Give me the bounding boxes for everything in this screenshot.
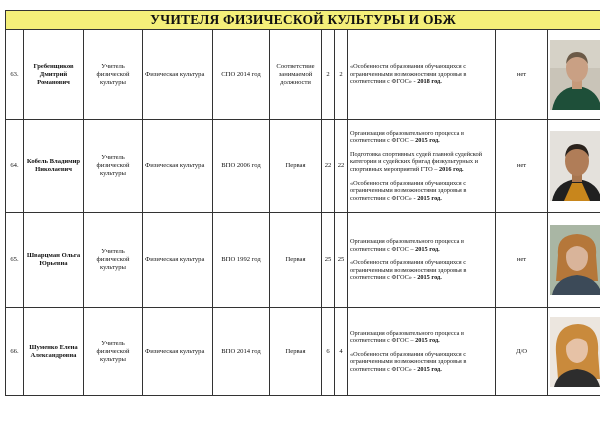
course-entry: Организация образовательного процесса в соответствии с ФГОС – 2015 год. <box>350 238 464 253</box>
table-row <box>6 30 600 120</box>
teacher-education: СПО 2014 год <box>213 30 270 120</box>
teacher-subject: Физическая культура <box>143 213 213 308</box>
total-experience: 22 <box>322 120 335 213</box>
row-number: 65. <box>6 213 24 308</box>
teacher-category: Первая <box>270 213 322 308</box>
training-courses <box>348 308 496 396</box>
training-courses <box>348 213 496 308</box>
row-number: 64. <box>6 120 24 213</box>
awards: нет <box>496 213 548 308</box>
table-row <box>6 120 600 213</box>
course-entry: Подготовка спортивных судей главной судейской категории и судейских бригад физкультурных и спортивных мероприятий ГТО – 2016 год. <box>350 150 483 173</box>
teacher-education: ВПО 2006 год <box>213 120 270 213</box>
teacher-category: Первая <box>270 120 322 213</box>
awards: нет <box>496 120 548 213</box>
teacher-position: Учитель физической культуры <box>84 213 143 308</box>
total-experience: 6 <box>322 308 335 396</box>
row-number: 66. <box>6 308 24 396</box>
teacher-photo <box>550 317 600 387</box>
teacher-name: Шварцман Ольга Юрьевна <box>24 213 84 308</box>
teacher-name: Шуменко Елена Александровна <box>24 308 84 396</box>
total-experience: 2 <box>322 30 335 120</box>
course-entry: «Особенности образования обучающихся с ограниченными возможностями здоровья в соответствии с ФГОС» - 2015 год. <box>350 259 467 282</box>
teacher-photo-cell <box>548 30 600 120</box>
section-title: УЧИТЕЛЯ ФИЗИЧЕСКОЙ КУЛЬТУРЫ И ОБЖ <box>6 11 600 30</box>
teacher-education: ВПО 1992 год <box>213 213 270 308</box>
table-row <box>6 213 600 308</box>
training-courses <box>348 30 496 120</box>
total-experience: 25 <box>322 213 335 308</box>
teacher-subject: Физическая культура <box>143 120 213 213</box>
row-number: 63. <box>6 30 24 120</box>
course-entry: Организация образовательного процесса в соответствии с ФГОС – 2015 год. <box>350 129 464 145</box>
awards: Д/О <box>496 308 548 396</box>
awards: нет <box>496 30 548 120</box>
course-entry: «Особенности образования обучающихся с ограниченными возможностями здоровья в соответствии с ФГОС» - 2018 год. <box>350 63 467 86</box>
teacher-position: Учитель физической культуры <box>84 120 143 213</box>
teacher-photo-cell <box>548 120 600 213</box>
course-entry: «Особенности образования обучающихся с ограниченными возможностями здоровья в соответствии с ФГОС» - 2015 год. <box>350 179 467 202</box>
teacher-name: Гребенщиков Дмитрий Романович <box>24 30 84 120</box>
teacher-position: Учитель физической культуры <box>84 30 143 120</box>
pedagogical-experience: 22 <box>335 120 348 213</box>
staff-table <box>5 10 600 396</box>
course-entry: «Особенности образования обучающихся с ограниченными возможностями здоровья в соответствии с ФГОС» - 2015 год. <box>350 350 467 373</box>
teacher-photo <box>550 225 600 295</box>
pedagogical-experience: 2 <box>335 30 348 120</box>
pedagogical-experience: 4 <box>335 308 348 396</box>
teacher-name: Кобель Владимир Николаевич <box>24 120 84 213</box>
table-row <box>6 308 600 396</box>
teacher-photo <box>550 40 600 110</box>
teacher-subject: Физическая культура <box>143 30 213 120</box>
teacher-education: ВПО 2014 год <box>213 308 270 396</box>
teacher-category: Соответствие занимаемой должности <box>270 30 322 120</box>
teacher-subject: Физическая культура <box>143 308 213 396</box>
teacher-photo <box>550 131 600 201</box>
teacher-photo-cell <box>548 308 600 396</box>
course-entry: Организация образовательного процесса в соответствии с ФГОС – 2015 год. <box>350 329 464 345</box>
teacher-category: Первая <box>270 308 322 396</box>
pedagogical-experience: 25 <box>335 213 348 308</box>
training-courses <box>348 120 496 213</box>
teacher-position: Учитель физической культуры <box>84 308 143 396</box>
teacher-photo-cell <box>548 213 600 308</box>
